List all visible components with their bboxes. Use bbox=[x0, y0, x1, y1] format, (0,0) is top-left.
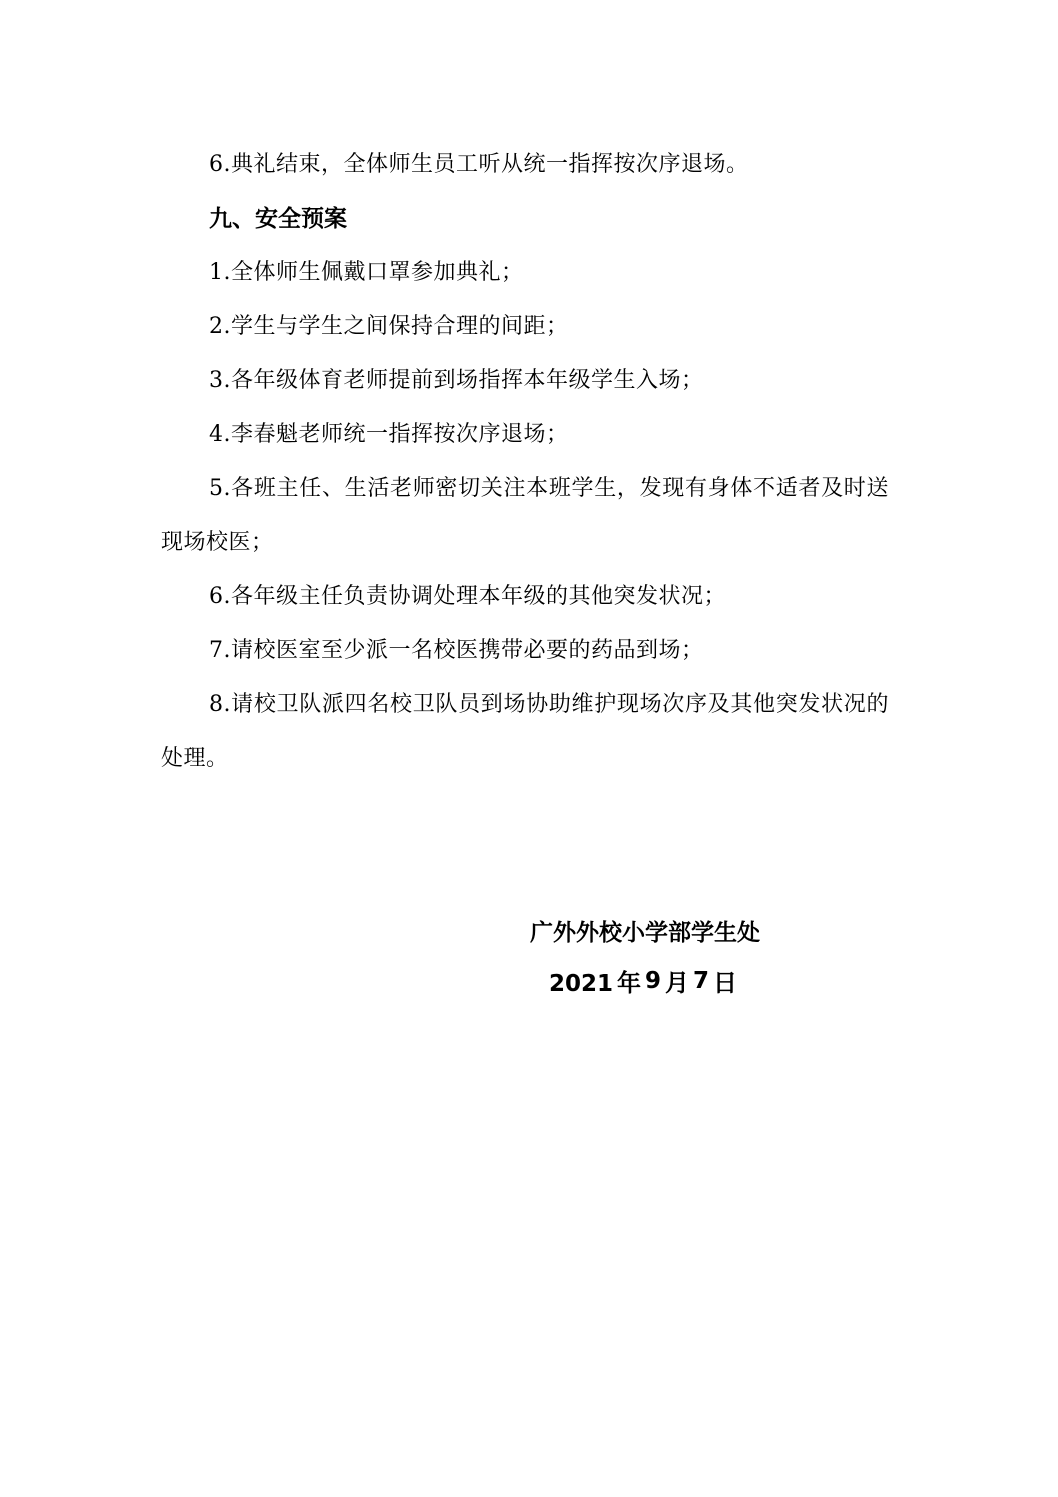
list-item: 8.请校卫队派四名校卫队员到场协助维护现场次序及其他突发状况的处理。 bbox=[161, 692, 889, 771]
date-year: 2021 bbox=[548, 971, 613, 997]
signature-block bbox=[500, 908, 790, 1009]
paragraph-ceremony-end: 6.典礼结束，全体师生员工听从统一指挥按次序退场。 bbox=[209, 152, 749, 177]
list-item: 1.全体师生佩戴口罩参加典礼； bbox=[209, 260, 524, 285]
date-month: 9 bbox=[644, 968, 661, 994]
section-heading-safety-plan: 九、安全预案 bbox=[209, 206, 347, 232]
document-body bbox=[161, 138, 889, 786]
signature-date bbox=[500, 958, 790, 1009]
list-item: 2.学生与学生之间保持合理的间距； bbox=[209, 314, 569, 339]
date-day-unit: 日 bbox=[713, 969, 738, 997]
date-month-unit: 月 bbox=[665, 969, 689, 997]
list-item: 4.李春魁老师统一指挥按次序退场； bbox=[209, 422, 569, 447]
list-item: 7.请校医室至少派一名校医携带必要的药品到场； bbox=[209, 638, 704, 663]
list-item: 5.各班主任、生活老师密切关注本班学生，发现有身体不适者及时送现场校医； bbox=[161, 476, 889, 555]
date-year-unit: 年 bbox=[616, 969, 641, 997]
signature-organization: 广外外校小学部学生处 bbox=[530, 920, 760, 946]
date-day: 7 bbox=[693, 968, 710, 994]
list-item: 3.各年级体育老师提前到场指挥本年级学生入场； bbox=[209, 368, 704, 393]
list-item: 6.各年级主任负责协调处理本年级的其他突发状况； bbox=[209, 584, 726, 609]
